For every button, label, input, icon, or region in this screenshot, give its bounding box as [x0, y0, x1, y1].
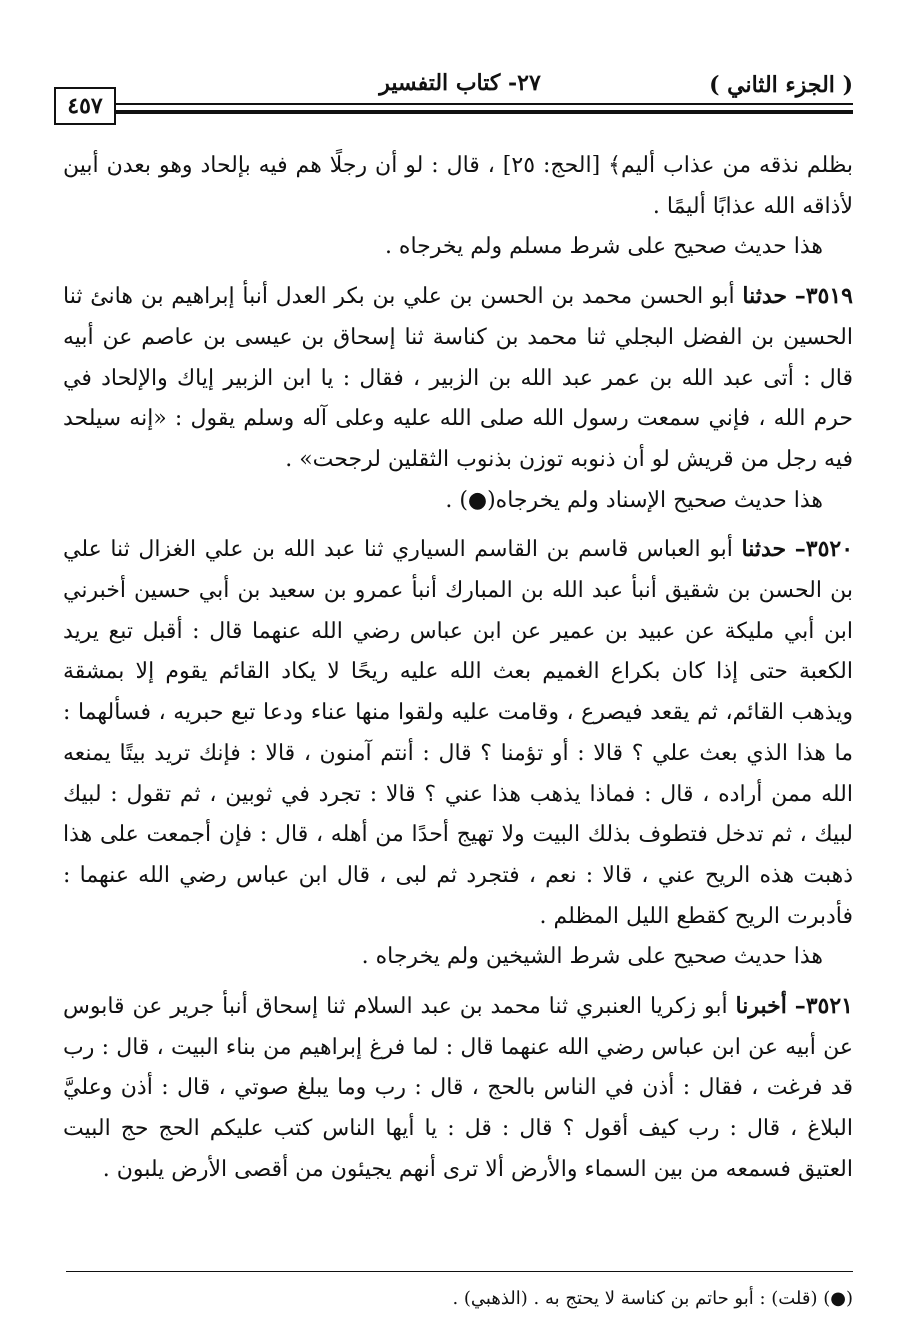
text-line: أبو الحسن محمد بن الحسن بن علي بن بكر العدل أنبأ إبراهيم بن هانئ	[90, 284, 735, 310]
text-line: قال : أتى عبد الله بن عمر عبد الله بن الزبير ، فقال : يا ابن الزبير إياك والإلحاد في حرم الله ،	[63, 365, 853, 432]
hadith-number: ٣٥١٩–	[794, 283, 853, 310]
text-line: البلاغ ، قال : رب كيف أقول ؟ قال : قل : يا أيها الناس كتب عليكم الحج حج البيت	[63, 1116, 853, 1142]
text-line: ثنا الحسين بن الفضل البجلي ثنا محمد بن كناسة ثنا إسحاق بن عيسى بن عاصم عن أبيه	[63, 284, 853, 350]
text-line: يذهب هذا عني ؟ قالا : تجرد في ثوبين ، ثم تقول : لبيك لبيك ، ثم تدخل فتطوف بذلك	[63, 781, 854, 848]
part-label: ( الجزء الثاني )	[709, 72, 853, 98]
text-line: الحسن بن شقيق أنبأ عبد الله بن المبارك أنبأ عمرو بن سعيد بن أبي حسين أخبرني ابن أبي مليكة	[63, 578, 853, 644]
hadith-number: ٣٥٢٠–	[794, 536, 854, 563]
text-line: عن عبيد بن عمير عن ابن عباس رضي الله عنهما قال : أقبل تبع يريد الكعبة حتى إذا كان	[63, 618, 853, 685]
verdict-note: هذا حديث صحيح الإسناد ولم يخرجاه(●) .	[445, 487, 823, 513]
text-line: أبو العباس قاسم بن القاسم السياري ثنا عبد الله بن علي الغزال ثنا علي بن	[63, 537, 853, 604]
text-line: قالا : أو تؤمنا ؟ قال : أنتم آمنون ، قالا : فإنك تريد بيتًا يمنعه الله ممن أراده ، قال : فماذا	[63, 740, 853, 807]
hadith-paragraph	[63, 276, 853, 481]
text-line: نعم ، فتجرد ثم لبى ، قال ابن عباس رضي الله عنهما : فأدبرت الريح كقطع الليل المظلم .	[63, 862, 853, 929]
text-paragraph	[63, 146, 853, 227]
hadith-number: ٣٥٢١–	[794, 993, 853, 1020]
paragraph-gap	[63, 978, 853, 986]
isnad-keyword: أخبرنا	[735, 993, 787, 1020]
header-rule-thin	[114, 103, 853, 105]
text-line: فيصرع ، وقامت عليه ولقوا منها عناء ودعا تبع حبريه ، فسألهما : ما هذا الذي بعث علي ؟	[63, 700, 853, 766]
paragraph-gap	[63, 268, 853, 276]
text-line: قريش لو أن ذنوبه توزن بذنوب الثقلين لرجحت» .	[285, 446, 734, 472]
isnad-keyword: حدثنا	[742, 283, 787, 310]
text-line: بظلم نذقه من عذاب أليم﴾ [الحج: ٢٥] ، قال : لو أن رجلًا هم فيه بإلحاد وهو بعدن أبين	[63, 153, 853, 178]
chapter-title: ٢٧- كتاب التفسير	[379, 70, 541, 96]
verdict-note: هذا حديث صحيح على شرط مسلم ولم يخرجاه .	[384, 234, 823, 260]
hadith-paragraph	[63, 529, 853, 937]
footnote: (●) (قلت) : أبو حاتم بن كناسة لا يحتج به . (الذهبي) .	[452, 1288, 853, 1309]
paragraph-gap	[63, 521, 853, 529]
isnad-keyword: حدثنا	[741, 536, 787, 563]
text-line: فإني سمعت رسول الله صلى الله عليه وعلى آله وسلم يقول : «إنه سيلحد فيه رجل من	[63, 406, 853, 472]
hadith-paragraph	[63, 986, 853, 1191]
page-number-box	[54, 87, 116, 125]
text-line: البيت ولا تهيج أحدًا من أهله ، قال : فإن أجمعت على هذا ذهبت هذه الريح عني ، قالا :	[63, 822, 854, 888]
text-line: بكراع الغميم بعث الله عليه ريحًا لا يكاد القائم يقوم إلا بمشقة ويذهب القائم، ثم يقعد	[63, 659, 853, 726]
page-body	[63, 146, 853, 1191]
text-line: قابوس عن أبيه عن ابن عباس رضي الله عنهما قال : لما فرغ إبراهيم من بناء البيت ، قال :	[63, 994, 853, 1060]
text-line: أبو زكريا العنبري ثنا محمد بن عبد السلام ثنا إسحاق أنبأ جرير عن	[132, 994, 728, 1020]
text-line: رب قد فرغت ، فقال : أذن في الناس بالحج ، قال : رب وما يبلغ صوتي ، قال : أذن وعليَّ	[63, 1034, 853, 1101]
text-line: العتيق فسمعه من بين السماء والأرض ألا ترى أنهم يجيئون من أقصى الأرض يلبون .	[102, 1156, 853, 1182]
footnote-rule	[66, 1271, 853, 1272]
header-rule-thick	[114, 110, 853, 114]
text-line: لأذاقه الله عذابًا أليمًا .	[652, 193, 853, 219]
page-number: ٤٥٧	[67, 93, 103, 119]
verdict-note: هذا حديث صحيح على شرط الشيخين ولم يخرجاه .	[361, 944, 823, 970]
